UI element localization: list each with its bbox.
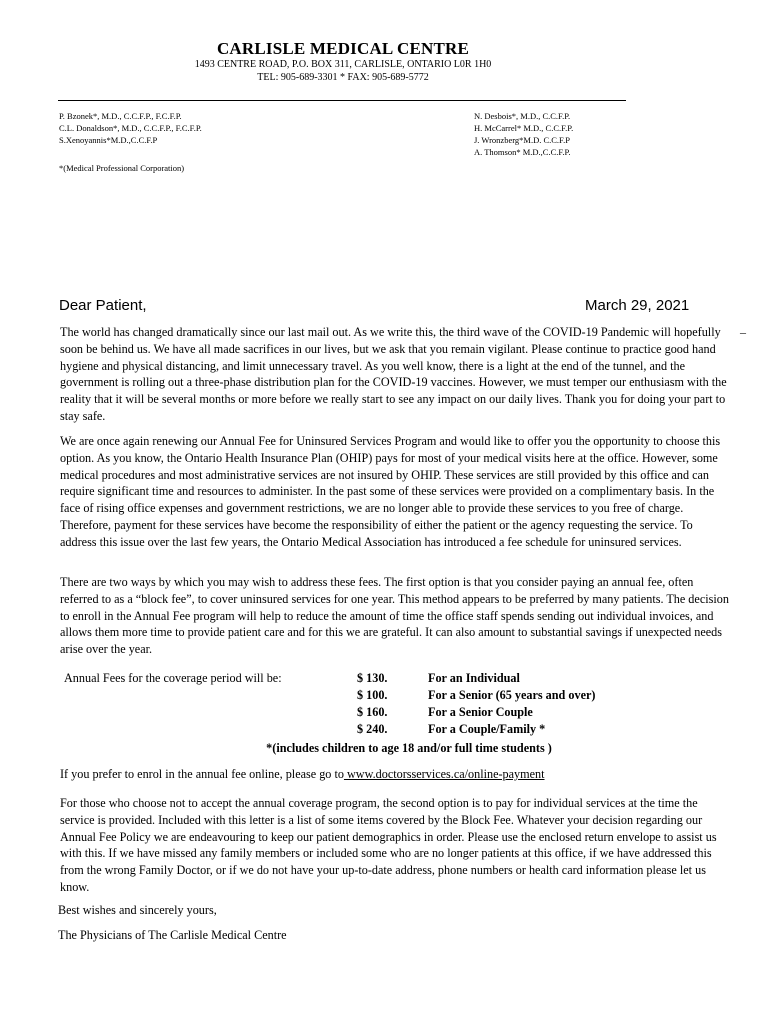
clinic-contact: TEL: 905-689-3301 * FAX: 905-689-5772	[257, 72, 429, 83]
online-payment-line	[60, 767, 545, 782]
closing-line: Best wishes and sincerely yours,	[58, 903, 217, 917]
fees-footnote: *(includes children to age 18 and/or full time students )	[266, 741, 552, 755]
clinic-address: 1493 CENTRE ROAD, P.O. BOX 311, CARLISLE, ONTARIO L0R 1H0	[194, 59, 492, 70]
paragraph-covid: The world has changed dramatically since our last mail out. As we write this, the third wave of the COVID-19 Pandemic will hopefully soon be behind us. We have all made sacrifices in our lives, but we ask that you remain vigilant. Please continue to practice good hand hygiene and physical distancing, and limit unnecessary travel. As you well know, there is a light at the end of the tunnel, and the government is rolling out a three-phase distribution plan for the COVID-19 vaccines. However, we must temper our enthusiasm with the reality that it will be several months or more before we really start to see any impact on our daily lives. Thank you for doing your part to stay safe.	[60, 325, 727, 423]
clinic-title: CARLISLE MEDICAL CENTRE	[216, 39, 470, 58]
salutation: Dear Patient,	[59, 297, 147, 314]
physician-name: C.L. Donaldson*, M.D., C.C.F.P., F.C.F.P.	[59, 123, 202, 133]
fee-desc-senior-couple: For a Senior Couple	[428, 705, 533, 719]
fees-label: Annual Fees for the coverage period will be:	[64, 671, 282, 685]
online-payment-text: If you prefer to enrol in the annual fee online, please go to	[60, 767, 344, 781]
fee-desc-individual: For an Individual	[428, 671, 520, 685]
header-divider	[58, 100, 626, 101]
physician-name: A. Thomson* M.D.,C.C.F.P.	[474, 147, 571, 157]
fee-amount-individual: $ 130.	[357, 671, 388, 685]
fee-desc-senior: For a Senior (65 years and over)	[428, 688, 596, 702]
signature-line: The Physicians of The Carlisle Medical Centre	[58, 928, 287, 942]
online-payment-link[interactable]: www.doctorsservices.ca/online-payment	[343, 767, 545, 781]
fee-amount-senior: $ 100.	[357, 688, 388, 702]
physician-name: N. Desbois*, M.D., C.C.F.P.	[474, 111, 571, 121]
paragraph-uninsured-services: We are once again renewing our Annual Fee for Uninsured Services Program and would like to offer you the opportunity to choose this option. As you know, the Ontario Health Insurance Plan (OHIP) pays for most of your medical visits here at the office. However, some medical procedures and most administrative services are not insured by OHIP. These services are still provided by this office and can require significant time and resources to administer. In the past some of these services were provided on a complimentary basis. In the face of rising office expenses and government restrictions, we are no longer able to provide these services to you free of charge. Therefore, payment for these services have become the responsibility of either the patient or the agency requesting the service. To address this issue over the last few years, the Ontario Medical Association has introduced a fee schedule for uninsured services.	[60, 434, 721, 549]
physician-name: S.Xenoyannis*M.D.,C.C.F.P	[59, 135, 158, 145]
physician-list-left	[59, 110, 202, 146]
physician-name: H. McCarrel* M.D., C.C.F.P.	[474, 123, 574, 133]
fee-amount-family: $ 240.	[357, 722, 388, 736]
physician-name: P. Bzonek*, M.D., C.C.F.P., F.C.F.P.	[59, 111, 182, 121]
corporation-note: *(Medical Professional Corporation)	[59, 163, 185, 173]
letter-date: March 29, 2021	[585, 297, 690, 314]
paragraph-individual-services: For those who choose not to accept the annual coverage program, the second option is to pay for individual services at the time the service is provided. Included with this letter is a list of some items covered by the Block Fee. Whatever your decision regarding our Annual Fee Policy we are endeavouring to keep our patient demographics in order. Please use the enclosed return envelope to assist us with this. If we have missed any family members or included some who are no longer patients at this office, if we have addressed this from the wrong Family Doctor, or if we do not have your up-to-date address, phone numbers or health card information please let us know.	[60, 796, 717, 894]
margin-dash: –	[740, 325, 746, 339]
physician-name: J. Wronzberg*M.D. C.C.F.P	[474, 135, 570, 145]
physician-list-right	[474, 110, 573, 158]
fee-desc-family: For a Couple/Family *	[428, 722, 546, 736]
clinic-address-block	[0, 58, 686, 84]
paragraph-block-fee: There are two ways by which you may wish to address these fees. The first option is that you consider paying an annual fee, often referred to as a “block fee”, to cover uninsured services for one year. This method appears to be preferred by many patients. The decision to enroll in the Annual Fee program will help to reduce the amount of time the office staff spends sending out individual invoices, and allows them more time to provide patient care and for this we are grateful. It can also amount to substantial savings if unexpected needs arise over the year.	[60, 575, 729, 657]
fee-amount-senior-couple: $ 160.	[357, 705, 388, 719]
